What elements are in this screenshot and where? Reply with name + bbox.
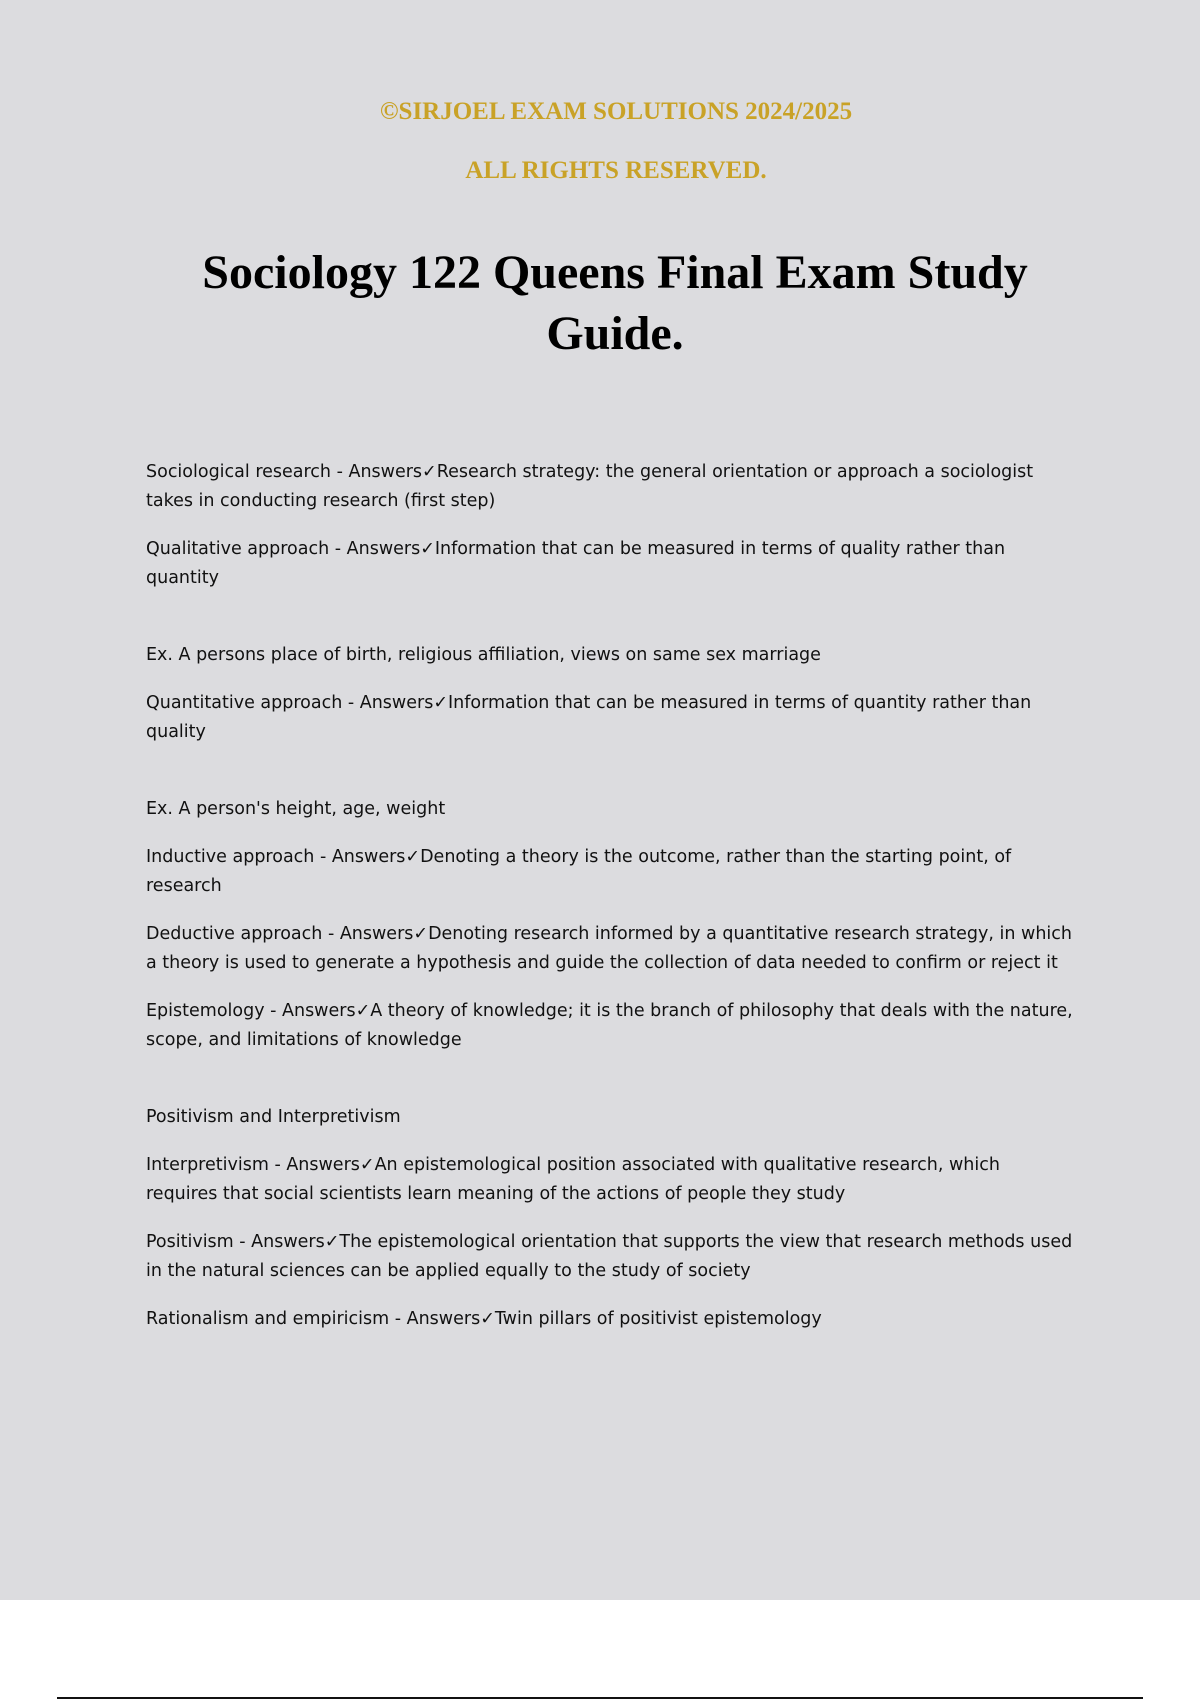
- entry-term: Epistemology: [146, 1001, 265, 1021]
- entry-definition: Denoting a theory is the outcome, rather than the starting point, of research: [146, 847, 1012, 896]
- answer-separator: - Answers: [389, 1309, 481, 1329]
- section-heading: Positivism and Interpretivism: [146, 1107, 401, 1127]
- check-mark-icon: ✓: [359, 1155, 375, 1175]
- study-guide-body: [146, 458, 1076, 1353]
- check-mark-icon: ✓: [433, 693, 448, 713]
- entry-definition: An epistemological position associated with qualitative research, which requires that social scientists learn meaning of the actions of people they study: [146, 1155, 1000, 1204]
- entry-term: Sociological research: [146, 462, 332, 482]
- answer-separator: - Answers: [264, 1001, 356, 1021]
- entry-deductive-approach: [146, 920, 1076, 978]
- entry-definition: Research strategy: the general orientation or approach a sociologist takes in conducting research (first step): [146, 462, 1034, 511]
- check-mark-icon: ✓: [324, 1232, 340, 1252]
- entry-rationalism-empiricism: [146, 1305, 1076, 1334]
- example-quantitative: Ex. A person's height, age, weight: [146, 799, 446, 819]
- entry-term: Qualitative approach: [146, 539, 330, 559]
- entry-quantitative-approach: [146, 689, 1076, 747]
- example-qualitative: Ex. A persons place of birth, religious affiliation, views on same sex marriage: [146, 645, 821, 665]
- check-mark-icon: ✓: [422, 462, 437, 482]
- answer-separator: - Answers: [342, 693, 434, 713]
- check-mark-icon: ✓: [405, 847, 421, 867]
- entry-term: Rationalism and empiricism: [146, 1309, 390, 1329]
- answer-separator: - Answers: [268, 1155, 360, 1175]
- entry-term: Quantitative approach: [146, 693, 343, 713]
- entry-term: Interpretivism: [146, 1155, 269, 1175]
- rights-header: ALL RIGHTS RESERVED.: [465, 157, 767, 184]
- answer-separator: - Answers: [331, 462, 423, 482]
- entry-sociological-research: [146, 458, 1076, 516]
- check-mark-icon: ✓: [420, 539, 435, 559]
- answer-separator: - Answers: [322, 924, 414, 944]
- entry-definition: Twin pillars of positivist epistemology: [494, 1309, 822, 1329]
- entry-definition: A theory of knowledge; it is the branch of philosophy that deals with the nature, scope, and limitations of knowledge: [146, 1001, 1073, 1050]
- entry-definition: Denoting research informed by a quantitative research strategy, in which a theory is used to generate a hypothesis and guide the collection of data needed to confirm or reject it: [146, 924, 1072, 973]
- entry-interpretivism: [146, 1151, 1076, 1209]
- check-mark-icon: ✓: [480, 1309, 495, 1329]
- answer-separator: - Answers: [314, 847, 406, 867]
- entry-term: Inductive approach: [146, 847, 315, 867]
- copyright-header: ©SIRJOEL EXAM SOLUTIONS 2024/2025: [379, 98, 853, 125]
- entry-definition: Information that can be measured in terms of quantity rather than quality: [146, 693, 1032, 742]
- page-title: Sociology 122 Queens Final Exam Study Guide.: [202, 246, 1028, 360]
- entry-qualitative-approach: [146, 535, 1076, 593]
- page-divider: [57, 1697, 1143, 1699]
- entry-definition: The epistemological orientation that supports the view that research methods used in the natural sciences can be applied equally to the study of society: [146, 1232, 1073, 1281]
- entry-definition: Information that can be measured in terms of quality rather than quantity: [146, 539, 1006, 588]
- entry-inductive-approach: [146, 843, 1076, 901]
- check-mark-icon: ✓: [413, 924, 429, 944]
- check-mark-icon: ✓: [355, 1001, 371, 1021]
- entry-term: Positivism: [146, 1232, 234, 1252]
- entry-epistemology: [146, 997, 1076, 1055]
- entry-term: Deductive approach: [146, 924, 323, 944]
- answer-separator: - Answers: [233, 1232, 325, 1252]
- answer-separator: - Answers: [329, 539, 421, 559]
- entry-positivism: [146, 1228, 1076, 1286]
